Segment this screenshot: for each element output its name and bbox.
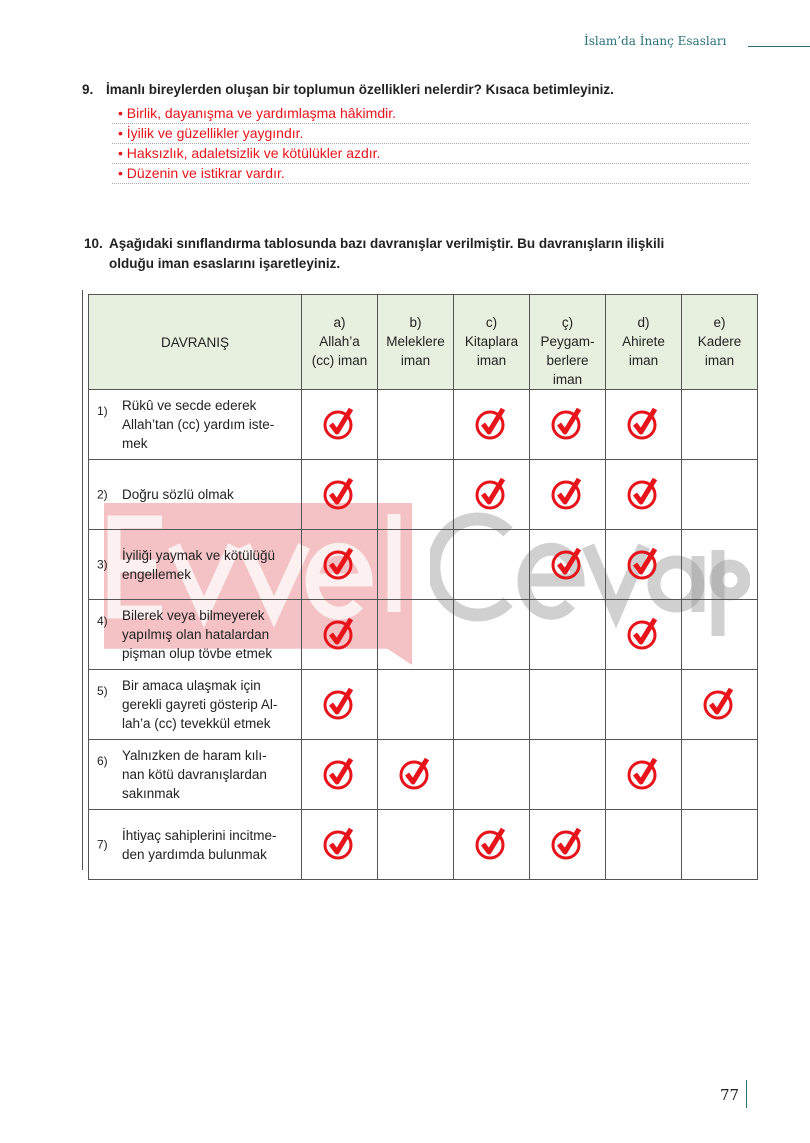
check-cell[interactable] (454, 740, 530, 810)
check-cell[interactable] (302, 460, 378, 530)
table-row (89, 740, 758, 810)
check-cell[interactable] (378, 460, 454, 530)
column-header-line: iman (704, 353, 735, 368)
check-cell[interactable] (606, 600, 682, 670)
check-cell[interactable] (530, 600, 606, 670)
column-header-line: Peygam- (540, 334, 595, 349)
table-row (89, 600, 758, 670)
check-cell[interactable] (606, 530, 682, 600)
check-cell[interactable] (302, 390, 378, 460)
behavior-text: Rükû ve secde ederek (122, 398, 257, 413)
page-number-rule (746, 1080, 747, 1108)
table-row (89, 810, 758, 880)
table-row (89, 460, 758, 530)
check-cell[interactable] (378, 600, 454, 670)
check-cell[interactable] (530, 390, 606, 460)
behavior-cell (89, 460, 302, 530)
column-header (302, 295, 378, 390)
check-mark-icon (551, 428, 585, 443)
column-header (682, 295, 758, 390)
behavior-text: sakınmak (122, 786, 180, 801)
column-header (530, 295, 606, 390)
behavior-text: gerekli gayreti gösterip Al- (122, 697, 278, 712)
question-10 (84, 234, 784, 274)
column-header-line: Allah’a (319, 334, 360, 349)
behavior-text: Doğru sözlü olmak (122, 487, 234, 502)
column-header (606, 295, 682, 390)
check-cell[interactable] (378, 670, 454, 740)
row-number: 6) (97, 754, 108, 768)
behavior-text: mek (122, 436, 148, 451)
column-header-line: e) (713, 315, 726, 330)
behavior-text: pişman olup tövbe etmek (122, 646, 273, 661)
column-header (454, 295, 530, 390)
check-cell[interactable] (682, 600, 758, 670)
row-number: 2) (97, 487, 108, 501)
check-cell[interactable] (530, 670, 606, 740)
check-mark-icon (703, 708, 737, 723)
check-mark-icon (551, 498, 585, 513)
check-cell[interactable] (378, 740, 454, 810)
row-number: 7) (97, 837, 108, 851)
behavior-text: İhtiyaç sahiplerini incitme- (122, 827, 277, 843)
check-cell[interactable] (530, 530, 606, 600)
check-mark-icon (627, 638, 661, 653)
check-mark-icon (323, 568, 357, 583)
running-header: İslam’da İnanç Esasları (584, 34, 727, 48)
check-cell[interactable] (682, 740, 758, 810)
row-number: 5) (97, 684, 108, 698)
behavior-cell (89, 810, 302, 880)
check-cell[interactable] (302, 530, 378, 600)
column-header-line: c) (485, 315, 498, 330)
behavior-text: den yardımda bulunmak (122, 846, 267, 862)
behavior-cell (89, 600, 302, 670)
check-mark-icon (627, 568, 661, 583)
check-mark-icon (475, 498, 509, 513)
classification-table (88, 294, 758, 880)
column-header (378, 295, 454, 390)
answer-line: • İyilik ve güzellikler yaygındır. (112, 124, 749, 144)
answer-line: • Haksızlık, adaletsizlik ve kötülükler azdır. (112, 144, 749, 164)
check-cell[interactable] (606, 670, 682, 740)
behavior-text: Bir amaca ulaşmak için (122, 678, 261, 693)
column-header-line: iman (476, 353, 507, 368)
behavior-text: nan kötü davranışlardan (122, 767, 267, 782)
behavior-text: yapılmış olan hatalardan (122, 627, 270, 642)
answer-lines (112, 104, 749, 184)
check-mark-icon (399, 778, 433, 793)
question-number: 10. (84, 236, 103, 251)
behavior-text: Yalnızken de haram kılı- (122, 748, 267, 763)
check-cell[interactable] (530, 740, 606, 810)
check-cell[interactable] (682, 810, 758, 880)
check-cell[interactable] (454, 460, 530, 530)
check-cell[interactable] (682, 390, 758, 460)
check-mark-icon (475, 848, 509, 863)
column-header-line: Ahirete (622, 334, 665, 349)
column-header-line: a) (333, 315, 346, 330)
column-header-line: iman (552, 372, 583, 387)
check-cell[interactable] (454, 600, 530, 670)
question-text-line: Aşağıdaki sınıflandırma tablosunda bazı davranışlar verilmiştir. Bu davranışların ilişkili (109, 236, 665, 251)
check-cell[interactable] (606, 460, 682, 530)
check-cell[interactable] (682, 460, 758, 530)
question-9 (82, 80, 782, 100)
check-mark-icon (627, 778, 661, 793)
question-text-line: olduğu iman esaslarını işaretleyiniz. (109, 256, 341, 271)
behavior-text: Allah’tan (cc) yardım iste- (122, 417, 275, 432)
column-header-line: d) (637, 315, 650, 330)
check-cell[interactable] (302, 810, 378, 880)
check-cell[interactable] (454, 390, 530, 460)
header-davranis: DAVRANIŞ (89, 295, 302, 390)
check-cell[interactable] (530, 460, 606, 530)
page-number: 77 (720, 1086, 740, 1104)
column-header-line: iman (400, 353, 431, 368)
check-cell[interactable] (302, 740, 378, 810)
check-mark-icon (551, 568, 585, 583)
check-cell[interactable] (682, 530, 758, 600)
behavior-cell (89, 530, 302, 600)
column-header-line: Meleklere (386, 334, 445, 349)
table-row (89, 670, 758, 740)
check-cell[interactable] (454, 810, 530, 880)
check-cell[interactable] (530, 810, 606, 880)
check-mark-icon (627, 498, 661, 513)
check-cell[interactable] (606, 810, 682, 880)
row-number: 4) (97, 614, 108, 628)
check-cell[interactable] (378, 390, 454, 460)
check-cell[interactable] (378, 810, 454, 880)
column-header-line: (cc) iman (311, 353, 368, 368)
question-text: İmanlı bireylerden oluşan bir toplumun özellikleri nelerdir? Kısaca betimleyiniz. (106, 82, 614, 97)
column-header-line: iman (628, 353, 659, 368)
check-cell[interactable] (378, 530, 454, 600)
header-rule (748, 46, 810, 47)
check-mark-icon (323, 778, 357, 793)
column-header-line: Kitaplara (464, 334, 519, 349)
behavior-cell (89, 670, 302, 740)
check-cell[interactable] (454, 670, 530, 740)
question-number: 9. (82, 82, 94, 97)
behavior-text: lah’a (cc) tevekkül etmek (122, 716, 271, 731)
column-header-line: b) (409, 315, 422, 330)
check-mark-icon (323, 848, 357, 863)
table-row (89, 390, 758, 460)
check-cell[interactable] (606, 740, 682, 810)
check-mark-icon (323, 638, 357, 653)
row-number: 1) (97, 404, 108, 418)
table-row (89, 530, 758, 600)
check-mark-icon (323, 428, 357, 443)
check-cell[interactable] (302, 670, 378, 740)
behavior-text: engellemek (122, 566, 192, 582)
check-mark-icon (551, 848, 585, 863)
margin-rule (82, 290, 83, 870)
check-cell[interactable] (454, 530, 530, 600)
check-mark-icon (627, 428, 661, 443)
check-cell[interactable] (606, 390, 682, 460)
check-mark-icon (323, 708, 357, 723)
row-number: 3) (97, 557, 108, 571)
answer-line: • Birlik, dayanışma ve yardımlaşma hâkimdir. (112, 104, 749, 124)
column-header-line: berlere (546, 353, 589, 368)
behavior-cell (89, 740, 302, 810)
check-mark-icon (323, 498, 357, 513)
answer-line: • Düzenin ve istikrar vardır. (112, 164, 749, 184)
check-mark-icon (475, 428, 509, 443)
check-cell[interactable] (302, 600, 378, 670)
column-header-line: ç) (561, 315, 574, 330)
behavior-text: Bilerek veya bilmeyerek (122, 608, 265, 623)
column-header-line: Kadere (697, 334, 742, 349)
behavior-text: İyiliği yaymak ve kötülüğü (122, 547, 276, 563)
check-cell[interactable] (682, 670, 758, 740)
behavior-cell (89, 390, 302, 460)
